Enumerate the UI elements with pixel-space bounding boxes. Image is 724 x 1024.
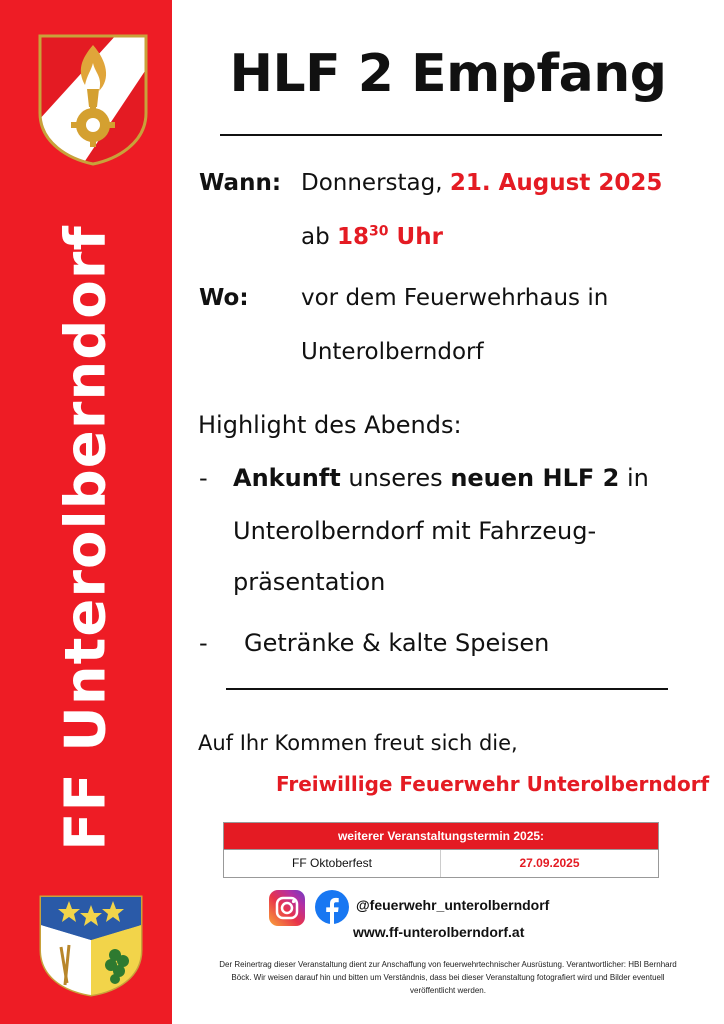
instagram-icon[interactable]: [269, 890, 305, 926]
municipal-coat-of-arms-icon: [39, 895, 143, 997]
social-handle[interactable]: @feuerwehr_unterolberndorf: [356, 897, 550, 913]
time-prefix: ab: [301, 224, 330, 250]
divider-top: [220, 134, 662, 136]
when-time: [301, 224, 443, 250]
highlight-item-1-line2: Unterolberndorf mit Fahrzeug-: [233, 517, 597, 545]
highlight-item-2: Getränke & kalte Speisen: [244, 629, 550, 657]
when-label: Wann:: [199, 170, 282, 196]
time-minutes: 30: [369, 223, 389, 240]
events-table-header: weiterer Veranstaltungstermin 2025:: [224, 823, 658, 849]
highlight-arrival: Ankunft: [233, 464, 341, 492]
footer-disclaimer: [178, 958, 718, 997]
divider-bottom: [226, 688, 668, 690]
sidebar: [0, 0, 172, 1024]
time-suffix: Uhr: [396, 224, 443, 250]
time-hour: 18: [337, 224, 370, 250]
closing-text: Auf Ihr Kommen freut sich die,: [198, 731, 518, 755]
event-date: 21. August 2025: [449, 170, 663, 196]
events-table: [223, 822, 659, 878]
event-time: [337, 224, 443, 250]
event-name: FF Oktoberfest: [224, 850, 441, 877]
organization-name: Freiwillige Feuerwehr Unterolberndorf: [276, 772, 710, 796]
highlight-dash-1: -: [199, 464, 208, 492]
highlight-dash-2: -: [199, 629, 208, 657]
highlight-new-hlf: neuen HLF 2: [450, 464, 620, 492]
highlight-our: unseres: [348, 464, 443, 492]
where-line1: vor dem Feuerwehrhaus in: [301, 285, 609, 311]
where-line2: Unterolberndorf: [301, 339, 484, 365]
event-date-cell: 27.09.2025: [519, 856, 580, 870]
when-day: Donnerstag,: [301, 170, 443, 196]
highlight-item-1-line3: präsentation: [233, 568, 386, 596]
footer-line-2: Böck. Wir weisen darauf hin und bitten um Verständnis, dass bei dieser Veranstaltung fotografiert wird und Bilder eventuell: [231, 973, 665, 982]
footer-line-3: veröffentlicht werden.: [410, 986, 486, 995]
highlight-heading: Highlight des Abends:: [198, 411, 462, 439]
footer-line-1: Der Reinertrag dieser Veranstaltung dient zur Anschaffung von feuerwehrtechnischer Ausrüstung. Verantwortlicher: HBI Bernhard: [219, 960, 677, 969]
table-row: [224, 849, 658, 877]
fire-brigade-emblem-icon: [37, 33, 149, 167]
sidebar-title: FF Unterolberndorf: [53, 225, 119, 851]
highlight-in: in: [626, 464, 649, 492]
where-label: Wo:: [199, 285, 249, 311]
website-link[interactable]: www.ff-unterolberndorf.at: [353, 924, 525, 940]
facebook-icon[interactable]: [314, 889, 350, 925]
highlight-item-1: [233, 464, 649, 492]
page-title: HLF 2 Empfang: [229, 44, 667, 104]
when-date: [301, 170, 662, 196]
